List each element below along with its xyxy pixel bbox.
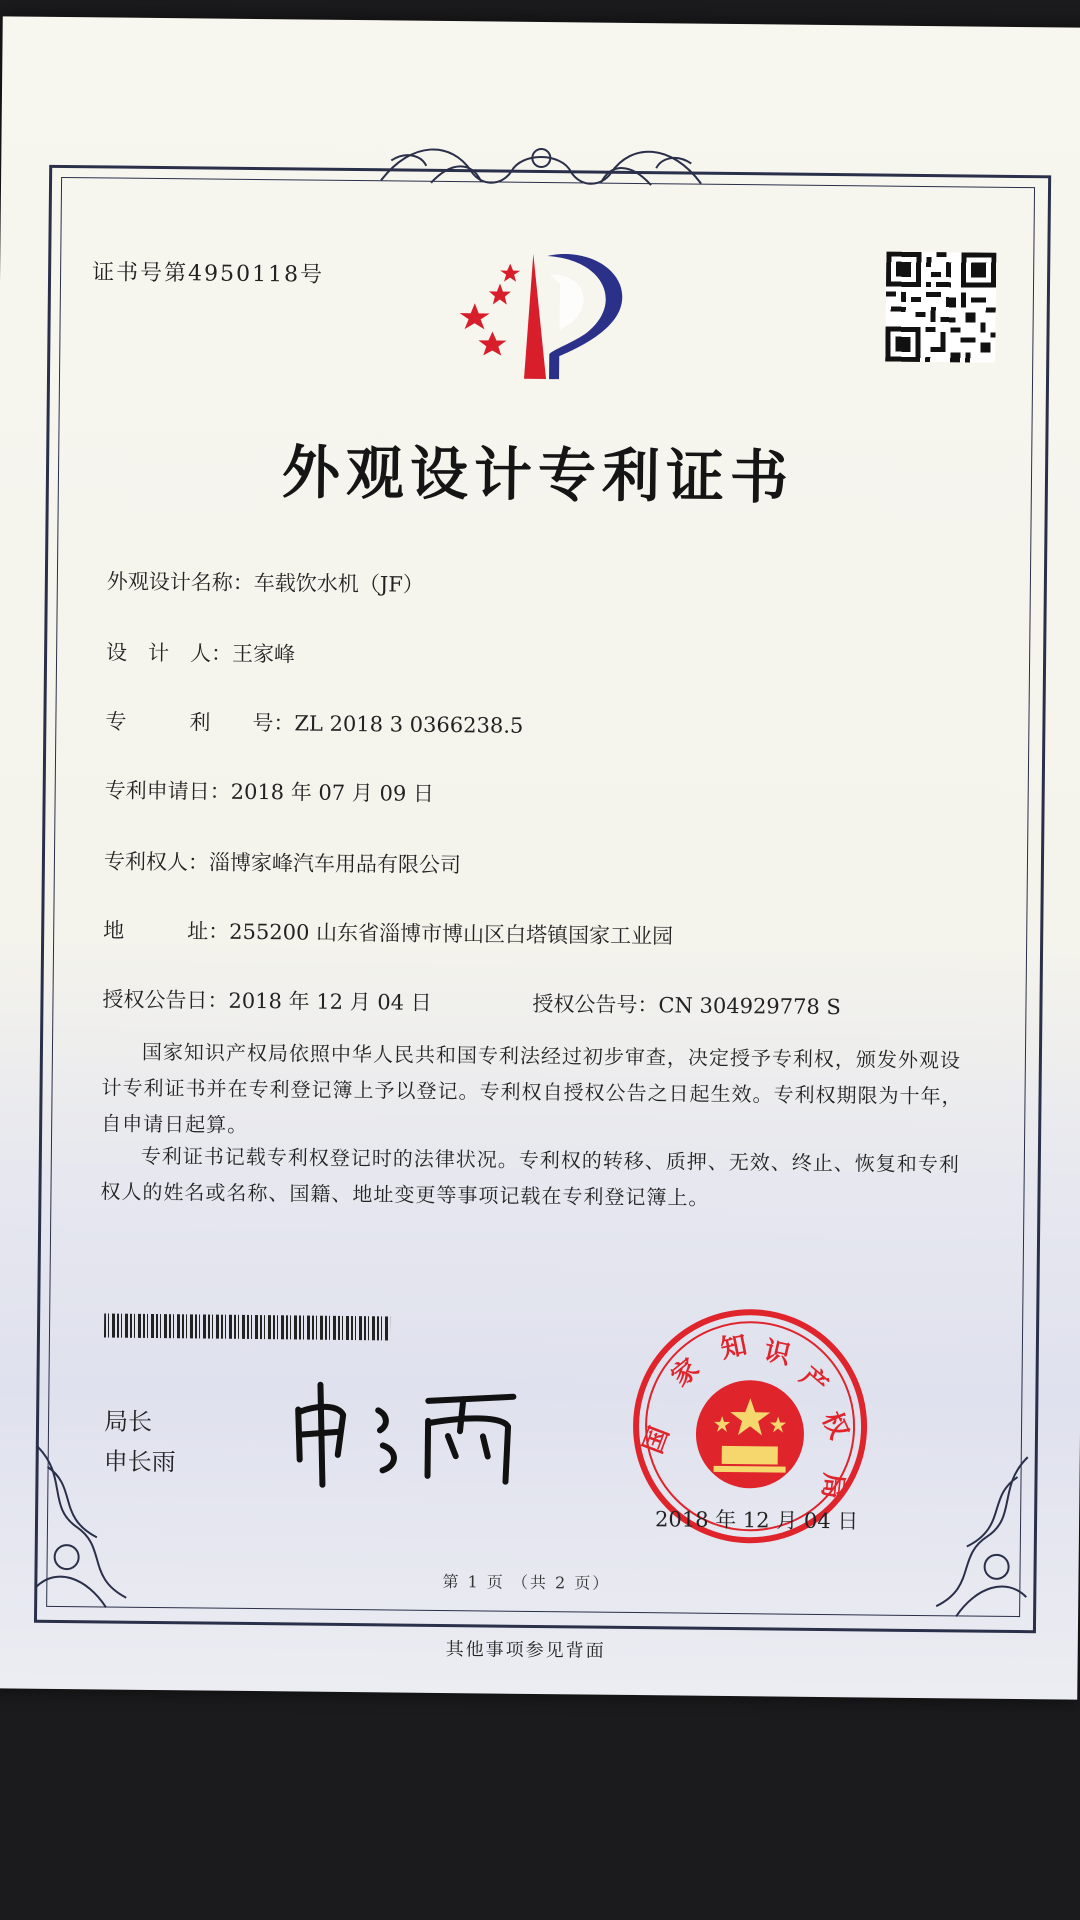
field-value: ZL 2018 3 0366238.5	[294, 711, 524, 738]
svg-text:权: 权	[815, 1407, 854, 1444]
barcode-icon	[104, 1313, 390, 1340]
page-indicator: 第 1 页 （共 2 页）	[442, 1572, 611, 1593]
corner-ornament-right	[916, 1446, 1038, 1627]
field-grant-date	[102, 983, 432, 1016]
field-value: 车载饮水机（JF）	[253, 570, 424, 597]
field-application-date	[105, 774, 435, 807]
field-value: 255200 山东省淄博市博山区白塔镇国家工业园	[229, 919, 674, 949]
field-label: 专利权人：	[103, 849, 210, 875]
field-patent-number	[105, 705, 523, 739]
seal-date: 2018 年 12 月 04 日	[654, 1507, 859, 1534]
field-design-name	[107, 565, 424, 598]
field-label: 授权公告日：	[102, 987, 229, 1013]
field-announcement-number	[532, 988, 841, 1021]
svg-text:国: 国	[638, 1422, 676, 1458]
field-value: CN 304929778 S	[658, 993, 842, 1020]
footer-note: 其他事项参见背面	[445, 1639, 606, 1662]
paragraph-legal-status: 专利证书记载专利权登记时的法律状况。专利权的转移、质押、无效、终止、恢复和专利权人的姓名或名称、国籍、地址变更等事项记载在专利登记簿上。	[100, 1143, 960, 1210]
field-value: 2018 年 07 月 09 日	[230, 779, 435, 806]
field-label: 专利申请日：	[104, 778, 231, 804]
svg-text:局: 局	[816, 1471, 849, 1501]
field-label: 授权公告号：	[532, 991, 659, 1018]
field-label: 设 计 人：	[106, 640, 233, 666]
qr-code-icon	[885, 252, 996, 363]
svg-text:识: 识	[761, 1335, 794, 1371]
field-address	[103, 914, 673, 950]
svg-text:家: 家	[665, 1353, 706, 1393]
top-ornament	[371, 130, 712, 204]
field-label: 专 利 号：	[105, 709, 295, 736]
cnipa-logo-icon	[454, 243, 636, 395]
svg-text:产: 产	[794, 1361, 834, 1401]
field-designer	[106, 636, 295, 668]
field-value: 淄博家峰汽车用品有限公司	[208, 850, 462, 878]
svg-text:知: 知	[718, 1330, 750, 1365]
director-title: 局长	[103, 1407, 153, 1436]
field-label: 地 址：	[103, 918, 230, 944]
field-label: 外观设计名称：	[106, 569, 254, 595]
field-value: 2018 年 12 月 04 日	[228, 988, 432, 1015]
director-name: 申长雨	[103, 1447, 176, 1477]
field-value: 王家峰	[231, 641, 296, 667]
certificate-title: 外观设计专利证书	[281, 438, 795, 512]
paragraph-grant-statement: 国家知识产权局依照中华人民共和国专利法经过初步审查，决定授予专利权，颁发外观设计专利证书并在专利登记簿上予以登记。专利权自授权公告之日起生效。专利权期限为十年，自申请日起算。	[101, 1039, 963, 1137]
director-signature	[287, 1379, 528, 1492]
certificate-paper	[0, 16, 1080, 1699]
field-patentee	[104, 845, 461, 879]
certificate-number: 证书号第4950118号	[91, 260, 325, 288]
